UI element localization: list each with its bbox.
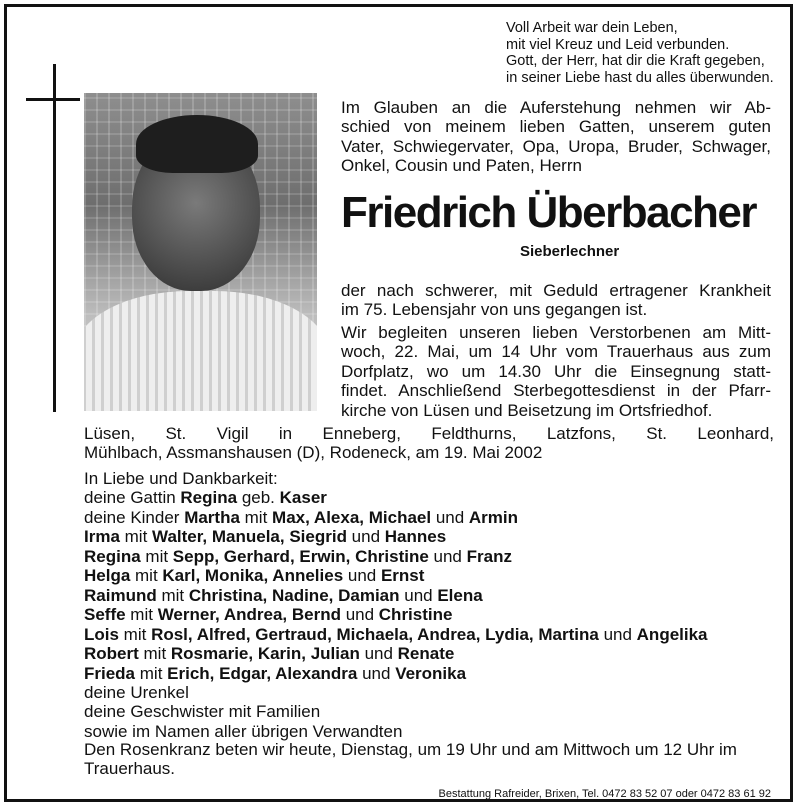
mourner-name: Walter, Manuela, Siegrid [152, 527, 347, 547]
mourner-name: Erich, Edgar, Alexandra [167, 663, 358, 683]
deceased-name: Friedrich Überbacher [341, 188, 757, 237]
mourner-name: Raimund [84, 585, 157, 605]
text: und [428, 546, 467, 566]
intro-line: Onkel, Cousin und Paten, Herrn [341, 156, 582, 176]
text: deine Gattin [84, 488, 181, 508]
text: mit [119, 527, 153, 547]
mourner-name: Armin [468, 507, 519, 527]
mourner-name: Rosmarie, Karin, Julian [170, 644, 360, 664]
rosary-line: Trauerhaus. [84, 759, 176, 779]
mourner-line [84, 586, 774, 605]
mourner-name: Helga [84, 566, 131, 586]
places-and-date [84, 424, 774, 463]
mourner-line [84, 527, 774, 546]
mourner-name: Karl, Monika, Annelies [162, 566, 344, 586]
mourner-name: Rosl, Alfred, Gertraud, Michaela, Andrea, Lydia, Martina [151, 624, 599, 644]
photo-hair [136, 115, 258, 173]
photo-shirt [84, 291, 317, 411]
text: und [357, 663, 396, 683]
mourner-line-wife [84, 488, 774, 507]
mourner-line [84, 664, 774, 683]
mourner-name: Lois [84, 624, 119, 644]
funeral-line: findet. Anschließend Sterbegottesdienst in der Pfarr- [341, 381, 771, 401]
funeral-line: woch, 22. Mai, um 14 Uhr vom Trauerhaus aus zum [341, 342, 771, 362]
cross-icon-bar [26, 98, 80, 101]
mourner-line [84, 547, 774, 566]
mourner-name: Frieda [84, 663, 136, 683]
mourner-line [84, 605, 774, 624]
portrait-photo [84, 93, 317, 411]
places-line: Lüsen, St. Vigil in Enneberg, Feldthurns, Latzfons, St. Leonhard, [84, 424, 774, 443]
mourner-name: Irma [84, 527, 120, 547]
text: und [431, 507, 469, 527]
poem-line: in seiner Liebe hast du alles überwunden. [506, 69, 774, 86]
cross-icon [53, 64, 56, 412]
text: deine Kinder [84, 507, 185, 527]
poem [506, 20, 786, 86]
mourner-name: Martha [184, 507, 240, 527]
rosary-line: Den Rosenkranz beten wir heute, Dienstag, um 19 Uhr und am Mittwoch um 12 Uhr im [84, 740, 737, 759]
mourner-name: Max, Alexa, Michael [272, 507, 432, 527]
places-line: Mühlbach, Assmanshausen (D), Rodeneck, am 19. Mai 2002 [84, 443, 543, 463]
mourner-name: Christine [378, 605, 453, 625]
mourner-name: Seffe [84, 605, 126, 625]
text: geb. [237, 488, 280, 508]
mourner-name: Robert [84, 644, 139, 664]
poem-line: Voll Arbeit war dein Leben, [506, 20, 678, 36]
mourner-name: Regina [84, 546, 141, 566]
funeral-line: kirche von Lüsen und Beisetzung im Ortsfriedhof. [341, 400, 713, 420]
text: mit [156, 585, 189, 605]
text: mit [125, 605, 158, 625]
mourner-line: sowie im Namen aller übrigen Verwandten [84, 721, 403, 741]
text: mit [130, 566, 163, 586]
intro-line: schied von meinem lieben Gatten, unserem guten [341, 117, 771, 137]
funeral-paragraph [341, 323, 771, 420]
poem-line: Gott, der Herr, hat dir die Kraft gegeben, [506, 53, 765, 70]
deceased-nickname: Sieberlechner [520, 243, 620, 260]
mourner-name: Ernst [380, 566, 425, 586]
text: mit [239, 507, 273, 527]
intro-line: Im Glauben an die Auferstehung nehmen wir Ab- [341, 98, 771, 117]
mourner-name: Sepp, Gerhard, Erwin, Christine [172, 546, 429, 566]
mourner-name: Franz [466, 546, 512, 566]
mourner-name: Kaser [279, 488, 327, 508]
mourner-name: Hannes [384, 527, 447, 547]
notice-paragraph [341, 281, 771, 320]
mourner-name: Regina [180, 488, 238, 508]
mourner-line [84, 625, 774, 644]
funeral-home-contact: Bestattung Rafreider, Brixen, Tel. 0472 83 52 07 oder 0472 83 61 92 [438, 788, 771, 800]
mourner-line [84, 508, 774, 527]
text: mit [135, 663, 168, 683]
text: und [343, 566, 381, 586]
text: und [399, 585, 438, 605]
mourner-name: Angelika [636, 624, 708, 644]
mourner-line [84, 644, 774, 663]
mourner-line: deine Geschwister mit Familien [84, 702, 321, 722]
text: und [359, 644, 398, 664]
mourner-name: Christina, Nadine, Damian [188, 585, 400, 605]
intro-paragraph [341, 98, 771, 176]
mourners-intro: In Liebe und Dankbarkeit: [84, 469, 278, 488]
notice-line: der nach schwerer, mit Geduld ertragener Krankheit [341, 281, 771, 300]
mourner-name: Elena [437, 585, 483, 605]
poem-line: mit viel Kreuz und Leid verbunden. [506, 36, 730, 53]
text: mit [118, 624, 152, 644]
text: und [598, 624, 637, 644]
mourners-list [84, 469, 774, 741]
funeral-line: Dorfplatz, wo um 14.30 Uhr die Einsegnung statt- [341, 361, 771, 381]
mourner-line [84, 566, 774, 585]
text: und [346, 527, 385, 547]
text: und [340, 605, 379, 625]
notice-line: im 75. Lebensjahr von uns gegangen ist. [341, 300, 648, 320]
mourner-name: Werner, Andrea, Bernd [157, 605, 341, 625]
mourner-name: Veronika [395, 663, 467, 683]
rosary-announcement [84, 740, 774, 779]
mourner-line: deine Urenkel [84, 682, 189, 702]
mourner-name: Renate [397, 644, 455, 664]
text: mit [138, 644, 171, 664]
funeral-line: Wir begleiten unseren lieben Verstorbenen am Mitt- [341, 323, 771, 342]
intro-line: Vater, Schwiegervater, Opa, Uropa, Bruder, Schwager, [341, 136, 771, 156]
text: mit [140, 546, 173, 566]
